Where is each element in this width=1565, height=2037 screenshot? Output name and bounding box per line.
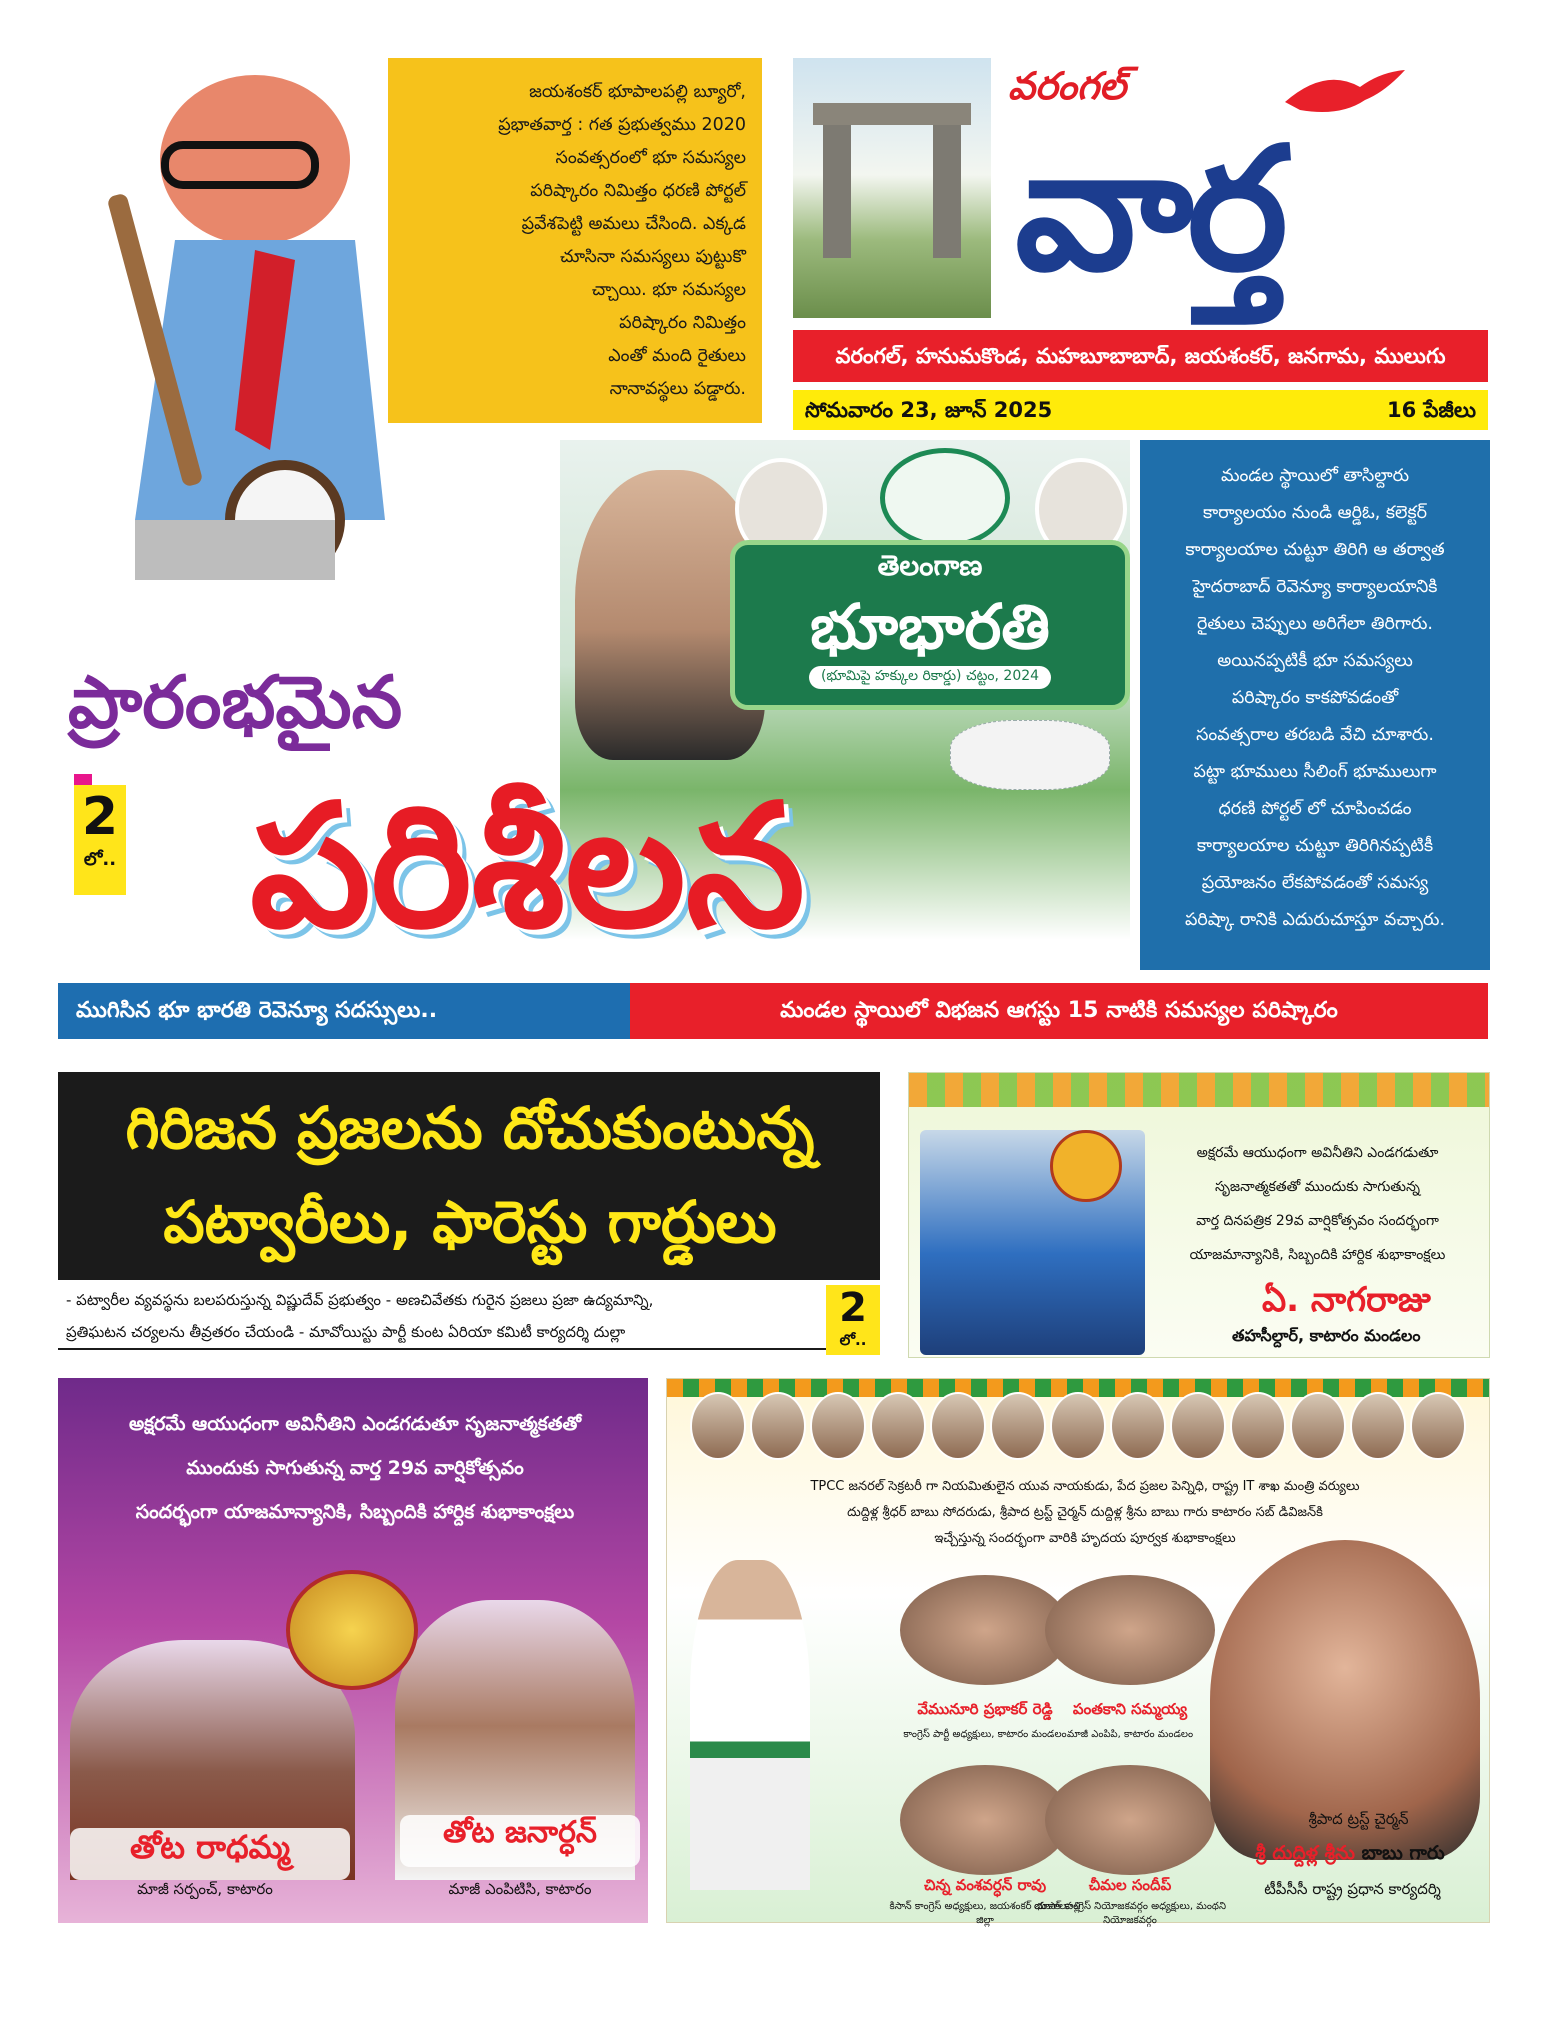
ad-person-title: తహసీల్దార్, కాటారం మండలం — [1232, 1326, 1421, 1345]
side-story-line: కార్యాలయం నుండి ఆర్డిఓ, కలెక్టర్ — [1203, 503, 1427, 523]
cartoon-illustration — [55, 50, 415, 590]
bureau-line: ప్రవేశపెట్టి అమలు చేసింది. ఎక్కడ — [521, 214, 746, 234]
leader-thumbnail — [1230, 1392, 1286, 1460]
leader-thumbnail — [1170, 1392, 1226, 1460]
ad-message-line: ముందుకు సాగుతున్న వార్త 29వ వార్షికోత్సవం — [186, 1457, 524, 1479]
story-headline-line-2[interactable]: పట్వారీలు, ఫారెస్టు గార్డులు — [163, 1188, 777, 1256]
side-story-line: కార్యాలయాల చుట్టూ తిరిగినప్పటికీ — [1196, 836, 1434, 856]
side-story-line: ధరణి పోర్టల్ లో చూపించడం — [1218, 799, 1412, 819]
story-subhead: - పట్వారీల వ్యవస్థను బలపరుస్తున్న విష్ణుదేవ్ ప్రభుత్వం - అణచివేతకు గురైన ప్రజలు ప్రజా ఉద్యమాన్ని, — [66, 1291, 654, 1309]
district-list-bar: వరంగల్, హనుమకొండ, మహబూబాబాద్, జయశంకర్, జనగామ, ములుగు — [793, 330, 1488, 382]
leader-thumbnail — [870, 1392, 926, 1460]
story-headline-line-1[interactable]: గిరిజన ప్రజలను దోచుకుంటున్న — [125, 1094, 815, 1162]
ad-message-line: ఇచ్చేస్తున్న సందర్భంగా వారికి హృదయ పూర్వక శుభాకాంక్షలు — [934, 1531, 1236, 1546]
ad-message-line: సృజనాత్మకతతో ముందుకు సాగుతున్న — [1214, 1179, 1421, 1195]
leader-thumbnail — [750, 1392, 806, 1460]
ad-person-name: వేమునూరి ప్రభాకర్ రెడ్డి — [917, 1700, 1053, 1718]
leader-thumbnail — [990, 1392, 1046, 1460]
side-story-line: పరిష్కారం కాకపోవడంతో — [1231, 688, 1399, 708]
ad-person-name: తోట జనార్ధన్ — [400, 1815, 640, 1867]
telangana-emblem-icon — [880, 448, 1010, 548]
edition-date: సోమవారం 23, జూన్ 2025 — [805, 398, 1053, 422]
page-ref-suffix: లో.. — [83, 849, 117, 870]
cartoon-head — [160, 75, 350, 245]
ad-featured-name — [1210, 1842, 1490, 1878]
leader-thumbnail — [810, 1392, 866, 1460]
logo-scheme-name: భూభారతి — [810, 590, 1050, 663]
side-story-line: ప్రయోజనం లేకపోవడంతో సమస్య — [1201, 873, 1429, 893]
leader-standing-photo — [690, 1560, 810, 1890]
leader-thumbnail — [1350, 1392, 1406, 1460]
ad-message-line: అక్షరమే ఆయుధంగా అవినీతిని ఎండగడుతూ — [1196, 1145, 1439, 1161]
ad-message-line: దుద్దిళ్ల శ్రీధర్ బాబు సోదరుడు, శ్రీపాద ట్రస్ట్ చైర్మన్ దుద్దిళ్ల శ్రీను బాబు గారు కాటారం సబ్ డివిజన్‌కి — [847, 1505, 1323, 1520]
anniversary-badge-icon — [286, 1570, 418, 1690]
leader-thumbnail — [1290, 1392, 1346, 1460]
ad-person-title: టీపీసీసీ రాష్ట్ర ప్రధాన కార్యదర్శి — [1264, 1880, 1441, 1898]
side-story-line: కార్యాలయాల చుట్టూ తిరిగి ఆ తర్వాత — [1185, 540, 1445, 560]
main-headline: పరిశీలన — [250, 768, 806, 966]
ad-person-title: మాజీ ఎంపిటిసి, కాటారం — [448, 1880, 592, 1898]
featured-name: శ్రీ దుద్దిళ్ల శ్రీను — [1255, 1842, 1355, 1864]
bhubharathi-logo — [730, 540, 1130, 710]
page-reference[interactable] — [826, 1285, 880, 1355]
bureau-line: ప్రభాతవార్త : గత ప్రభుత్వము 2020 — [498, 115, 746, 135]
page-count: 16 పేజీలు — [1387, 398, 1476, 422]
ad-message-line: TPCC జనరల్ సెక్రటరీ గా నియమితులైన యువ నాయకుడు, పేద ప్రజల పెన్నిధి, రాష్ట్ర IT శాఖ మంత్రి వర్యులు — [810, 1479, 1360, 1494]
ad-person-title: యూత్ కాంగ్రెస్ నియోజకవర్గం అధ్యక్షులు, మంథని నియోజకవర్గం — [1034, 1901, 1226, 1926]
side-story-line: సంవత్సరాల తరబడి వేచి చూశారు. — [1196, 725, 1434, 745]
bureau-line: పరిష్కారం నిమిత్తం ధరణి పోర్టల్ — [530, 181, 746, 201]
warangal-fort-photo — [793, 58, 991, 318]
ad-person-title: శ్రీపాద ట్రస్ట్ చైర్మన్ — [1308, 1810, 1409, 1828]
anniversary-badge-icon — [1050, 1130, 1122, 1202]
masthead-title: వార్త — [1015, 111, 1282, 309]
ad-message-line: యాజమాన్యానికి, సిబ్బందికి హార్దిక శుభాకాంక్షలు — [1189, 1247, 1446, 1263]
leader-thumbnail — [1050, 1392, 1106, 1460]
side-story-line: హైదరాబాద్ రెవెన్యూ కార్యాలయానికి — [1192, 577, 1438, 597]
leader-thumbnail — [690, 1392, 746, 1460]
bureau-story-box — [388, 58, 762, 423]
page-ref-number: 2 — [839, 1285, 867, 1331]
ad-person-name: చిన్న వంశవర్ధన్ రావు — [923, 1876, 1047, 1894]
cartoon-legs — [135, 520, 335, 580]
story-divider — [58, 1348, 880, 1350]
bureau-line: పరిష్కారం నిమిత్తం — [619, 313, 746, 333]
masthead-city: వరంగల్ — [1008, 64, 1126, 108]
headline-kicker: ప్రారంభమైన — [68, 660, 403, 744]
leader-thumbnail — [1410, 1392, 1466, 1460]
ad-person-title: మాజీ సర్పంచ్, కాటారం — [137, 1880, 273, 1898]
bureau-line: ఎంతో మంది రైతులు — [608, 346, 746, 366]
flower-garland-icon — [909, 1073, 1489, 1107]
page-ref-number: 2 — [81, 787, 119, 847]
page-ref-suffix: లో.. — [839, 1331, 867, 1349]
person-photo — [1045, 1765, 1215, 1875]
leader-thumbnail — [930, 1392, 986, 1460]
strap-right: మండల స్థాయిలో విభజన ఆగస్టు 15 నాటికి సమస్యల పరిష్కారం — [630, 983, 1488, 1039]
kakatiya-arch-icon — [793, 58, 991, 318]
strap-left: ముగిసిన భూ భారతి రెవెన్యూ సదస్సులు.. — [58, 983, 630, 1039]
story-subhead: ప్రతిఘటన చర్యలను తీవ్రతరం చేయండి - మావోయిస్టు పార్టీ కుంట ఏరియా కమిటీ కార్యదర్శి దుల్లా — [66, 1323, 626, 1341]
ad-message-line: అక్షరమే ఆయుధంగా అవినీతిని ఎండగడుతూ సృజనాత్మకతతో — [128, 1413, 582, 1435]
bureau-line: చూసినా సమస్యలు పుట్టుకొ — [560, 247, 746, 267]
ad-person-title: మాజీ ఎంపిపి, కాటారం మండలం — [1066, 1729, 1194, 1740]
side-story-line: రైతులు చెప్పులు అరిగేలా తిరిగారు. — [1196, 614, 1433, 634]
person-photo — [1045, 1575, 1215, 1685]
bureau-line: నానావస్థలు పడ్డారు. — [609, 379, 746, 399]
side-story-line: పట్టా భూములు సీలింగ్ భూములుగా — [1193, 762, 1437, 782]
ad-message-line: సందర్భంగా యాజమాన్యానికి, సిబ్బందికి హార్దిక శుభాకాంక్షలు — [135, 1501, 575, 1523]
ad-message-line: వార్త దినపత్రిక 29వ వార్షికోత్సవం సందర్భంగా — [1196, 1213, 1439, 1229]
ad-person-title: కాంగ్రెస్ పార్టీ అధ్యక్షులు, కాటారం మండలం — [903, 1729, 1067, 1740]
ad-person-name: తోట రాధమ్మ — [70, 1828, 350, 1880]
logo-act-name: (భూమిపై హక్కుల రికార్డు) చట్టం, 2024 — [809, 666, 1051, 689]
ad-person-title: కిసాన్ కాంగ్రెస్ అధ్యక్షులు, జయశంకర్ భూపాలపల్లి జిల్లా — [889, 1901, 1081, 1926]
ad-person-name: చీమల సందీప్ — [1088, 1876, 1172, 1894]
side-story-line: అయినప్పటికీ భూ సమస్యలు — [1217, 651, 1413, 671]
leader-thumbnail — [1110, 1392, 1166, 1460]
dateline-bar — [793, 390, 1488, 430]
featured-name-suffix: బాబు గారు — [1354, 1842, 1445, 1864]
ad-person-name: ఏ. నాగరాజు — [1262, 1280, 1431, 1320]
side-story-line: పరిష్కా రానికి ఎదురుచూస్తూ వచ్చారు. — [1184, 910, 1446, 930]
side-story-column — [1140, 440, 1490, 970]
logo-state-name: తెలంగాణ — [877, 549, 983, 582]
bureau-line: జయశంకర్ భూపాలపల్లి బ్యూరో, — [529, 82, 746, 102]
side-story-line: మండల స్థాయిలో తాసిల్దారు — [1220, 466, 1410, 486]
bureau-line: సంవత్సరంలో భూ సమస్యల — [555, 148, 746, 168]
ad-person-name: పంతకాని సమ్మయ్య — [1072, 1700, 1188, 1718]
page-reference[interactable] — [74, 785, 126, 895]
bureau-line: చ్చాయి. భూ సమస్యల — [591, 280, 746, 300]
